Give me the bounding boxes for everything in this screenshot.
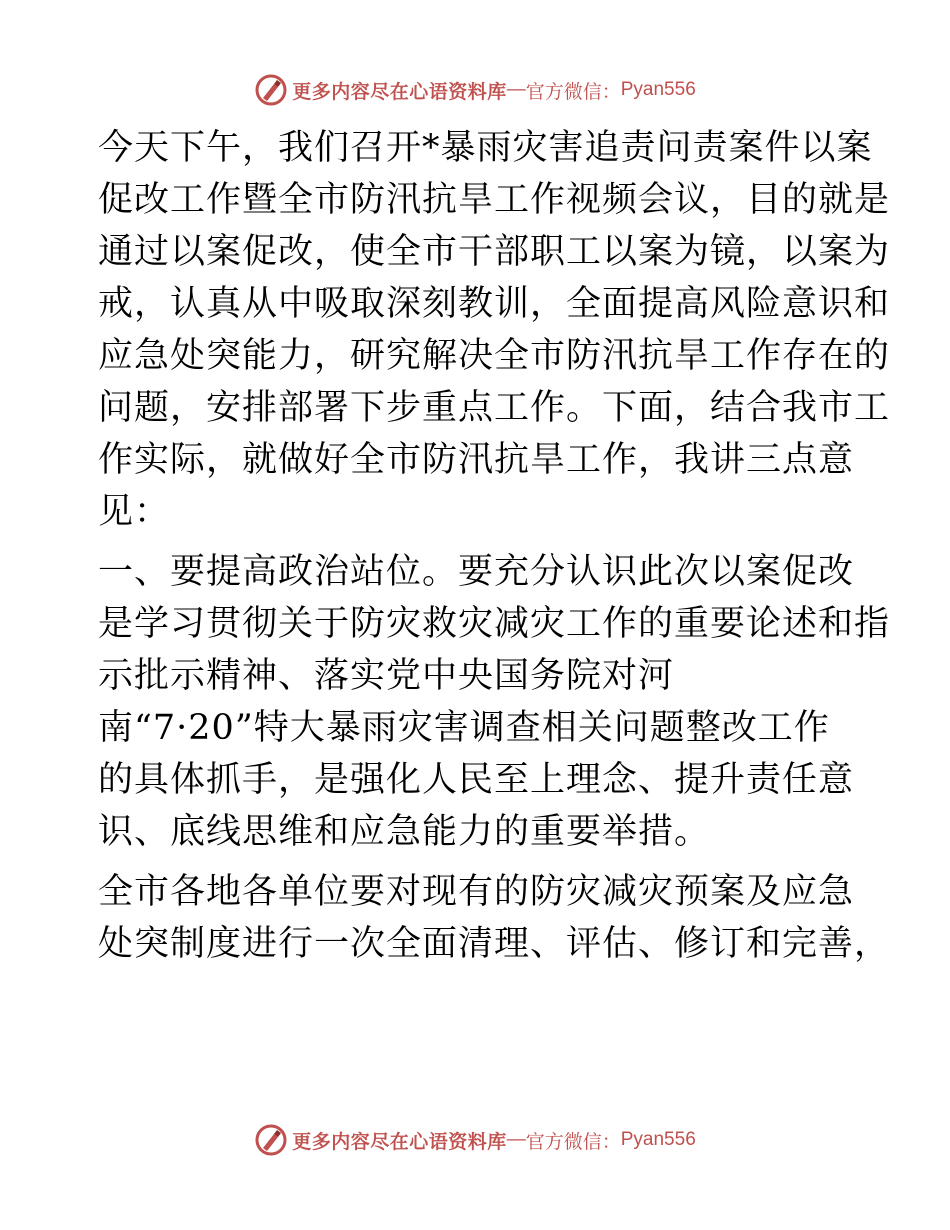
text-line: 处突制度进行一次全面清理、评估、修订和完善， xyxy=(98,924,891,964)
paragraph-requirements xyxy=(98,870,891,966)
text-line: 一、要提高政治站位。要充分认识此次以案促改 xyxy=(98,552,855,592)
pen-logo-icon xyxy=(254,73,288,107)
watermark-wechat-id: Pyan556 xyxy=(620,1129,696,1150)
watermark-wechat-id: Pyan556 xyxy=(620,79,696,100)
text-line: 南“7·20”特大暴雨灾害调查相关问题整改工作 xyxy=(98,708,830,748)
watermark-separator: — xyxy=(506,1129,526,1150)
text-line: 戒，认真从中吸取深刻教训，全面提高风险意识和 xyxy=(98,284,891,324)
footer-watermark xyxy=(0,1120,950,1160)
watermark-text: 更多内容尽在心语资料库 xyxy=(292,1130,507,1153)
pen-logo-icon xyxy=(254,1123,288,1157)
text-line: 通过以案促改，使全市干部职工以案为镜，以案为 xyxy=(98,232,891,272)
paragraph-section-one xyxy=(98,550,891,854)
paragraph-intro xyxy=(98,126,891,534)
text-line: 的具体抓手，是强化人民至上理念、提升责任意 xyxy=(98,760,855,800)
text-line: 问题，安排部署下步重点工作。下面，结合我市工 xyxy=(98,388,891,428)
document-body xyxy=(98,126,891,974)
text-line: 促改工作暨全市防汛抗旱工作视频会议，目的就是 xyxy=(98,180,891,220)
watermark-text: 更多内容尽在心语资料库 xyxy=(292,80,507,103)
watermark-separator: — xyxy=(506,79,526,100)
watermark-wechat-label: 官方微信： xyxy=(525,81,621,103)
header-watermark xyxy=(0,70,950,110)
text-line: 作实际，就做好全市防汛抗旱工作，我讲三点意 xyxy=(98,440,855,480)
text-line: 全市各地各单位要对现有的防灾减灾预案及应急 xyxy=(98,872,855,912)
watermark-wechat-label: 官方微信： xyxy=(525,1131,621,1153)
text-line: 示批示精神、落实党中央国务院对河 xyxy=(98,656,675,696)
text-line: 是学习贯彻关于防灾救灾减灾工作的重要论述和指 xyxy=(98,604,891,644)
text-line: 今天下午，我们召开*暴雨灾害追责问责案件以案 xyxy=(98,128,873,168)
text-line: 见： xyxy=(98,492,171,532)
text-line: 应急处突能力，研究解决全市防汛抗旱工作存在的 xyxy=(98,336,891,376)
text-line: 识、底线思维和应急能力的重要举措。 xyxy=(98,812,711,852)
